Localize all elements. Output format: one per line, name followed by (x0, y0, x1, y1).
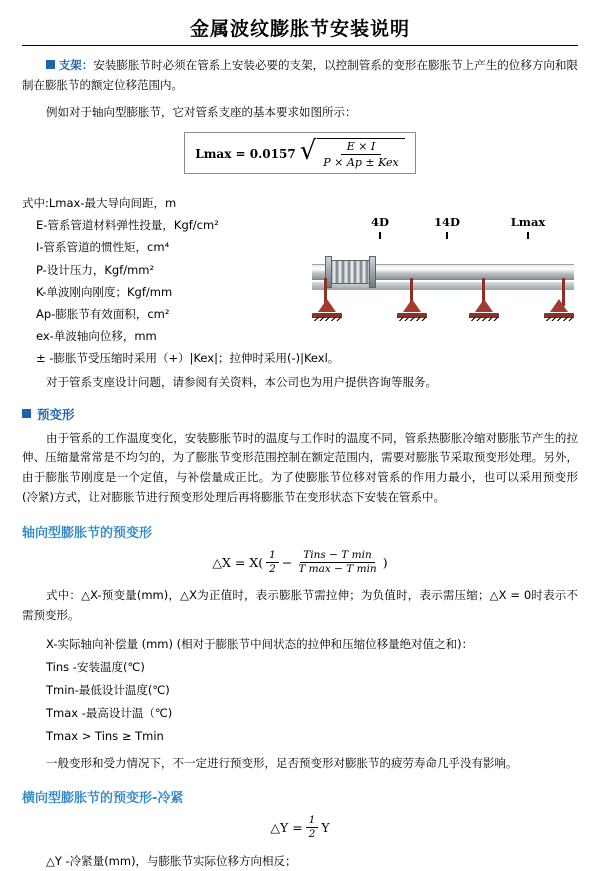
lateral-equation (22, 814, 578, 841)
axial-symbol-item: Tins -安装温度(℃) (46, 659, 145, 674)
dimension-14d: 14D (434, 215, 460, 230)
axial-symbol-item: X-实际轴向补偿量 (mm) (相对于膨胀节中间状态的拉伸和压缩位移量绝对值之和)： (46, 636, 474, 651)
definitions-column (22, 182, 340, 373)
blue-square-bullet-icon (22, 409, 31, 418)
definitions-and-diagram (22, 182, 578, 373)
lmax-formula-numerator: E × I (341, 140, 382, 155)
definition-item: ± -膨胀节受压缩时采用（+）|Kex|；拉伸时采用(-)|Kexl。 (36, 350, 340, 365)
axial-equation-minus: − (281, 554, 293, 570)
dimension-lmax: Lmax (510, 215, 546, 230)
definition-list (22, 192, 340, 369)
support-paragraph-2: 例如对于轴向型膨胀节，它对管系支座的基本要求如图所示： (46, 104, 357, 119)
axial-note: 一般变形和受力情况下，不一定进行预变形，足否预变形对膨胀节的疲劳寿命几乎没有影响。 (46, 755, 518, 770)
support-closing-paragraph: 对于管系支座设计问题，请参阅有关资料，本公司也为用户提供咨询等服务。 (46, 374, 437, 389)
definition-item: K-单波刚向刚度；Kgf/mm (36, 284, 173, 299)
sqrt-icon: √ $\frac{E \times I}{\text{P × Ap ± Kex}}$ (300, 138, 405, 169)
definition-item: I-管系管道的惯性矩，cm⁴ (36, 240, 170, 255)
lateral-heading: 横向型膨胀节的预变形-冷紧 (22, 791, 184, 807)
axial-symbol-item: Tmin-最低设计温度(℃) (46, 682, 170, 697)
axial-where-intro: 式中：△X-预变量(mm)，△X为正值时，表示膨胀节需拉伸；为负值时，表示需压缩；△X = 0时表示不需预变形。 (22, 588, 578, 622)
axial-equation-half: $\frac{1}{2}$ (266, 549, 279, 576)
definition-item: ex-单波轴向位移，mm (36, 328, 157, 343)
diagram-dimension-row (312, 216, 574, 238)
anchor-support-4 (544, 298, 574, 318)
lateral-equation-lhs: △Y = (270, 820, 303, 836)
support-heading: 支架： (58, 58, 94, 72)
axial-equation (22, 549, 578, 576)
axial-symbol-item: Tmax > Tins ≥ Tmin (46, 728, 164, 743)
support-intro-paragraph (22, 56, 578, 96)
definition-item: E-管系管道材料弹性投量，Kgf/cm² (36, 218, 219, 233)
title-divider (22, 45, 578, 46)
anchor-support-3 (469, 298, 499, 318)
lmax-formula-lhs: Lmax = 0.0157 (195, 146, 296, 161)
lateral-equation-half: $\frac{1}{2}$ (306, 814, 319, 841)
axial-heading: 轴向型膨胀节的预变形 (22, 525, 153, 541)
pre-deform-paragraph: 由于管系的工作温度变化，安装膨胀节时的温度与工作时的温度不同，管系热膨胀冷缩对膨胀节产生的拉伸、压缩量常常是不均匀的，为了膨胀节变形范围控制在额定范围内，需要对膨胀节采取预变形处理。另外，由于膨胀节刚度是一个定值，与补偿量成正比。为了使膨胀节位移对管系的作用力最小，也可以采用预变形(冷紧)方式，让对膨胀节进行预变形处理后再将膨胀节在变形状态下安装在管系中。 (22, 430, 578, 504)
definition-item: P-设计压力，Kgf/mm² (36, 262, 155, 277)
bellows-expansion-joint (330, 260, 372, 284)
blue-square-bullet-icon (46, 60, 55, 69)
axial-equation-ratio: $\frac{\text{Tins − T min}}{\text{T max − T min}}$ (298, 548, 377, 575)
flange-right (369, 256, 376, 288)
lmax-formula (22, 132, 578, 174)
document-page (0, 14, 600, 868)
pipe-support-diagram (312, 216, 574, 326)
axial-symbol-item: Tmax -最高设计温（℃) (46, 705, 173, 720)
pre-deform-heading: 预变形 (37, 406, 75, 422)
definition-item: Ap-膨胀节有效面积，cm² (36, 306, 170, 321)
dimension-4d: 4D (371, 215, 389, 230)
axial-equation-lhs: △X = X( (212, 554, 264, 570)
anchor-support-2 (397, 298, 427, 318)
lmax-formula-denominator: P × Ap ± Kex (323, 156, 399, 170)
anchor-support-1 (312, 298, 342, 318)
axial-symbol-list (22, 633, 578, 748)
pipe-assembly (312, 238, 574, 318)
definition-item: 式中:Lmax-最大导向间距，m (22, 196, 177, 211)
diagram-column (312, 182, 578, 326)
lateral-equation-rhs: Y (321, 820, 330, 836)
pre-deform-heading-row (22, 405, 578, 423)
support-paragraph-1: 安装膨胀节时必须在管系上安装必要的支架，以控制管系的变形在膨胀节上产生的位移方向和限制在膨胀节的额定位移范围内。 (22, 58, 579, 92)
lateral-note: △Y -冷紧量(mm)，与膨胀节实际位移方向相反； (46, 853, 297, 868)
axial-equation-rhs: ) (382, 554, 388, 570)
page-title: 金属波纹膨胀节安装说明 (189, 18, 410, 40)
document-body (0, 56, 600, 871)
